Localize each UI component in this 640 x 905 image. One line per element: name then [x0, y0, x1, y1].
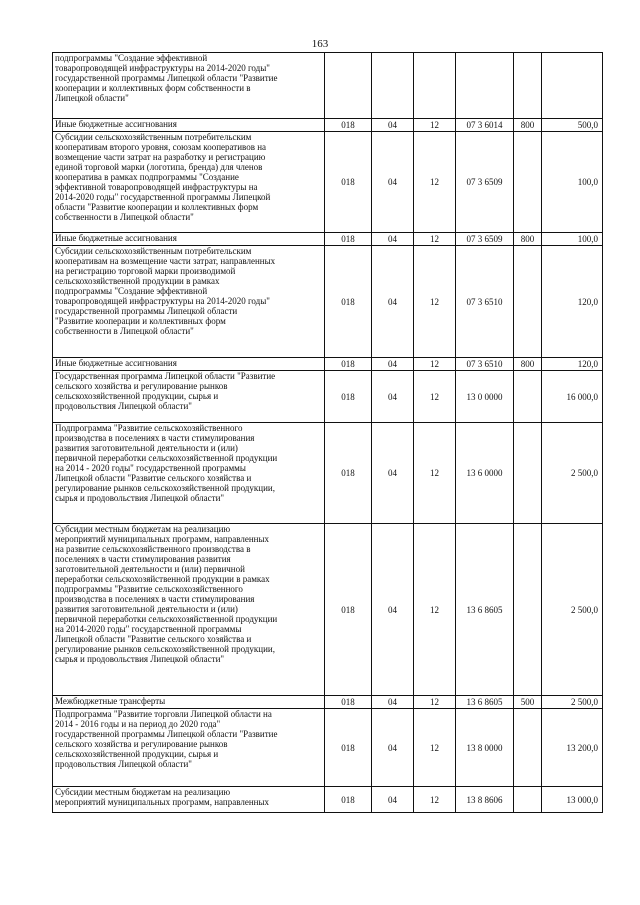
- sum-cell: 2 500,0: [542, 524, 603, 696]
- row-name-cell: Субсидии сельскохозяйственным потребительским кооперативам второго уровня, союзам кооперативов на возмещение части затрат на разработку и регистрацию единой торговой марки (логотипа, бренда) для членов кооператива в рамках подпрограммы "Создание эффективной товаропроводящей инфраструктуры на 2014-2020 годы" государственной программы Липецкой области "Развитие кооперации и коллективных форм собственности в Липецкой области": [53, 132, 325, 233]
- sum-cell: 2 500,0: [542, 696, 603, 709]
- ved-cell: 018: [325, 709, 372, 787]
- ved-cell: 018: [325, 358, 372, 371]
- subsection-cell: 12: [414, 132, 456, 233]
- target-article-cell: 07 3 6509: [456, 233, 514, 246]
- table-row: [53, 358, 603, 371]
- ved-cell: 018: [325, 423, 372, 524]
- ved-cell: 018: [325, 119, 372, 132]
- subsection-cell: 12: [414, 233, 456, 246]
- sum-cell: 13 000,0: [542, 787, 603, 813]
- ved-cell: 018: [325, 246, 372, 358]
- section-cell: 04: [372, 787, 414, 813]
- target-article-cell: 13 0 0000: [456, 371, 514, 423]
- sum-cell: 100,0: [542, 132, 603, 233]
- expense-type-cell: 800: [514, 358, 542, 371]
- subsection-cell: 12: [414, 787, 456, 813]
- expense-type-cell: [514, 132, 542, 233]
- table-row: [53, 371, 603, 423]
- section-cell: 04: [372, 132, 414, 233]
- target-article-cell: [456, 53, 514, 119]
- ved-cell: 018: [325, 132, 372, 233]
- subsection-cell: 12: [414, 709, 456, 787]
- expense-type-cell: [514, 787, 542, 813]
- ved-cell: 018: [325, 696, 372, 709]
- table-row: [53, 119, 603, 132]
- target-article-cell: 07 3 6510: [456, 246, 514, 358]
- sum-cell: 120,0: [542, 246, 603, 358]
- sum-cell: 16 000,0: [542, 371, 603, 423]
- subsection-cell: 12: [414, 696, 456, 709]
- row-name-cell: Иные бюджетные ассигнования: [53, 119, 325, 132]
- budget-table: [52, 52, 603, 813]
- page-number: 163: [311, 38, 329, 50]
- subsection-cell: 12: [414, 358, 456, 371]
- table-row: [53, 233, 603, 246]
- ved-cell: 018: [325, 371, 372, 423]
- target-article-cell: 07 3 6014: [456, 119, 514, 132]
- row-name-cell: Субсидии сельскохозяйственным потребительским кооперативам на возмещение части затрат, направленных на регистрацию торговой марки производимой сельскохозяйственной продукции в рамках подпрограммы "Создание эффективной товарoпроводящей инфраструктуры на 2014-2020 годы" государственной программы Липецкой области "Развитие кооперации и коллективных форм собственности в Липецкой области": [53, 246, 325, 358]
- sum-cell: [542, 53, 603, 119]
- row-name-cell: Подпрограмма "Развитие торговли Липецкой области на 2014 - 2016 годы и на период до 2020 года" государственной программы Липецкой области "Развитие сельского хозяйства и регулирование рынков сельскохозяйственной продукции, сырья и продовольствия Липецкой области": [53, 709, 325, 787]
- target-article-cell: 13 8 8606: [456, 787, 514, 813]
- ved-cell: 018: [325, 524, 372, 696]
- subsection-cell: [414, 53, 456, 119]
- table-row: [53, 787, 603, 813]
- row-name-cell: Субсидии местным бюджетам на реализацию мероприятий муниципальных программ, направленных: [53, 787, 325, 813]
- section-cell: 04: [372, 358, 414, 371]
- sum-cell: 120,0: [542, 358, 603, 371]
- expense-type-cell: 500: [514, 696, 542, 709]
- row-name-cell: Межбюджетные трансферты: [53, 696, 325, 709]
- sum-cell: 500,0: [542, 119, 603, 132]
- ved-cell: 018: [325, 787, 372, 813]
- section-cell: 04: [372, 423, 414, 524]
- table-row: [53, 524, 603, 696]
- row-name-cell: Государственная программа Липецкой области "Развитие сельского хозяйства и регулирование рынков сельскохозяйственной продукции, сырья и продовольствия Липецкой области": [53, 371, 325, 423]
- table-row: [53, 423, 603, 524]
- row-name-cell: Субсидии местным бюджетам на реализацию мероприятий муниципальных программ, направленных на развитие сельскохозяйственного производства в поселениях в части стимулирования развития заготовительной деятельности и (или) первичной переработки сельскохозяйственной продукции в рамках подпрограммы "Развитие сельскохозяйственного производства в поселениях в части стимулирования развития заготовительной деятельности и (или) первичной переработки сельскохозяйственной продукции на 2014-2020 годы" государственной программы Липецкой области "Развитие сельского хозяйства и регулирование рынков сельскохозяйственной продукции, сырья и продовольствия Липецкой области": [53, 524, 325, 696]
- table-row: [53, 709, 603, 787]
- subsection-cell: 12: [414, 119, 456, 132]
- section-cell: 04: [372, 696, 414, 709]
- sum-cell: 13 200,0: [542, 709, 603, 787]
- section-cell: [372, 53, 414, 119]
- sum-cell: 100,0: [542, 233, 603, 246]
- budget-table-body: [53, 53, 603, 813]
- target-article-cell: 13 8 0000: [456, 709, 514, 787]
- section-cell: 04: [372, 233, 414, 246]
- expense-type-cell: [514, 524, 542, 696]
- target-article-cell: 07 3 6509: [456, 132, 514, 233]
- target-article-cell: 07 3 6510: [456, 358, 514, 371]
- section-cell: 04: [372, 524, 414, 696]
- table-row: [53, 53, 603, 119]
- table-row: [53, 246, 603, 358]
- expense-type-cell: 800: [514, 233, 542, 246]
- table-row: [53, 132, 603, 233]
- subsection-cell: 12: [414, 524, 456, 696]
- subsection-cell: 12: [414, 423, 456, 524]
- subsection-cell: 12: [414, 246, 456, 358]
- section-cell: 04: [372, 119, 414, 132]
- section-cell: 04: [372, 246, 414, 358]
- table-row: [53, 696, 603, 709]
- target-article-cell: 13 6 0000: [456, 423, 514, 524]
- subsection-cell: 12: [414, 371, 456, 423]
- sum-cell: 2 500,0: [542, 423, 603, 524]
- ved-cell: [325, 53, 372, 119]
- expense-type-cell: [514, 371, 542, 423]
- row-name-cell: Иные бюджетные ассигнования: [53, 358, 325, 371]
- expense-type-cell: [514, 709, 542, 787]
- expense-type-cell: [514, 423, 542, 524]
- row-name-cell: Иные бюджетные ассигнования: [53, 233, 325, 246]
- row-name-cell: Подпрограмма "Развитие сельскохозяйственного производства в поселениях в части стимулирования развития заготовительной деятельности и (или) первичной переработки сельскохозяйственной продукции на 2014 - 2020 годы" государственной программы Липецкой области "Развитие сельского хозяйства и регулирование рынков сельскохозяйственной продукции, сырья и продовольствия Липецкой области": [53, 423, 325, 524]
- target-article-cell: 13 6 8605: [456, 524, 514, 696]
- row-name-cell: подпрограммы "Создание эффективной товарoпроводящей инфраструктуры на 2014-2020 годы" государственной программы Липецкой области "Развитие кооперации и коллективных форм собственности в Липецкой области": [53, 53, 325, 119]
- target-article-cell: 13 6 8605: [456, 696, 514, 709]
- section-cell: 04: [372, 709, 414, 787]
- section-cell: 04: [372, 371, 414, 423]
- ved-cell: 018: [325, 233, 372, 246]
- expense-type-cell: 800: [514, 119, 542, 132]
- expense-type-cell: [514, 246, 542, 358]
- expense-type-cell: [514, 53, 542, 119]
